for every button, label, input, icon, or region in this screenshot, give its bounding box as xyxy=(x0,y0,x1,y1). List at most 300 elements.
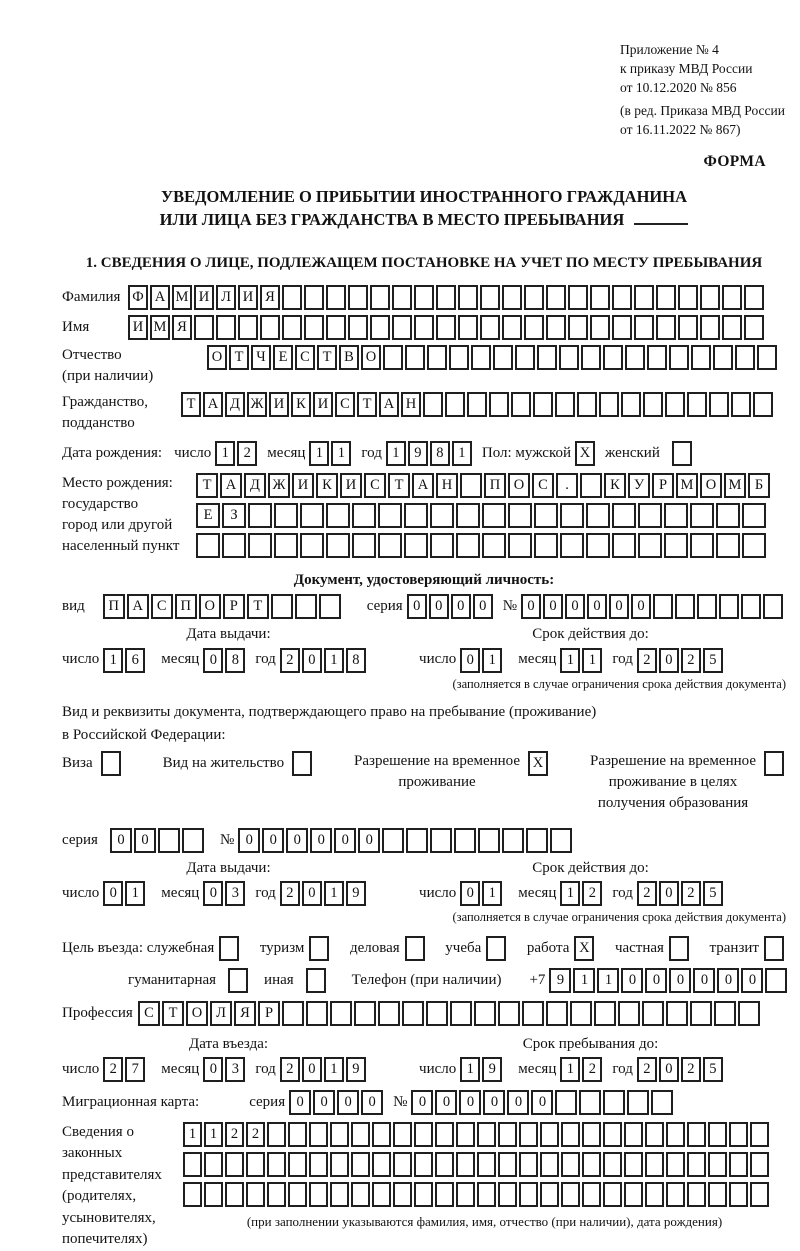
char-box[interactable]: Б xyxy=(748,473,770,498)
char-box[interactable]: 0 xyxy=(521,594,541,619)
char-box[interactable] xyxy=(372,1152,391,1177)
char-box[interactable] xyxy=(603,345,623,370)
char-box[interactable]: 0 xyxy=(473,594,493,619)
char-box[interactable] xyxy=(582,1122,601,1147)
char-box[interactable]: 2 xyxy=(582,1057,602,1082)
char-box[interactable]: Н xyxy=(401,392,421,417)
char-box[interactable]: 0 xyxy=(659,648,679,673)
char-box[interactable] xyxy=(246,1182,265,1207)
char-box[interactable]: 5 xyxy=(703,1057,723,1082)
char-box[interactable]: П xyxy=(175,594,197,619)
char-box[interactable]: Д xyxy=(244,473,266,498)
char-box[interactable] xyxy=(645,1122,664,1147)
char-box[interactable]: И xyxy=(269,392,289,417)
char-box[interactable] xyxy=(482,503,506,528)
char-box[interactable]: Л xyxy=(210,1001,232,1026)
char-box[interactable]: 2 xyxy=(280,1057,300,1082)
char-box[interactable]: 0 xyxy=(302,1057,322,1082)
char-box[interactable] xyxy=(690,533,714,558)
char-box[interactable] xyxy=(645,1182,664,1207)
char-box[interactable] xyxy=(522,1001,544,1026)
char-box[interactable]: 2 xyxy=(637,881,657,906)
char-box[interactable]: X xyxy=(528,751,548,776)
char-box[interactable] xyxy=(508,533,532,558)
char-box[interactable] xyxy=(288,1122,307,1147)
char-box[interactable]: 1 xyxy=(215,441,235,466)
char-box[interactable] xyxy=(404,533,428,558)
char-box[interactable] xyxy=(330,1182,349,1207)
char-box[interactable] xyxy=(435,1122,454,1147)
char-box[interactable]: 1 xyxy=(125,881,145,906)
char-box[interactable] xyxy=(590,315,610,340)
char-box[interactable] xyxy=(546,315,566,340)
char-box[interactable]: 0 xyxy=(310,828,332,853)
char-box[interactable]: И xyxy=(292,473,314,498)
char-box[interactable] xyxy=(460,473,482,498)
char-box[interactable] xyxy=(383,345,403,370)
char-box[interactable]: 0 xyxy=(631,594,651,619)
char-box[interactable]: 0 xyxy=(435,1090,457,1115)
char-box[interactable] xyxy=(480,285,500,310)
char-box[interactable] xyxy=(449,345,469,370)
char-box[interactable]: И xyxy=(128,315,148,340)
char-box[interactable] xyxy=(348,285,368,310)
char-box[interactable] xyxy=(577,392,597,417)
char-box[interactable]: М xyxy=(172,285,192,310)
char-box[interactable]: X xyxy=(574,936,594,961)
char-box[interactable]: 1 xyxy=(324,648,344,673)
char-box[interactable]: К xyxy=(604,473,626,498)
char-box[interactable] xyxy=(519,1182,538,1207)
char-box[interactable] xyxy=(351,1182,370,1207)
char-box[interactable] xyxy=(653,594,673,619)
char-box[interactable]: 1 xyxy=(103,648,123,673)
char-box[interactable] xyxy=(687,1182,706,1207)
char-box[interactable] xyxy=(404,503,428,528)
char-box[interactable] xyxy=(642,1001,664,1026)
char-box[interactable]: О xyxy=(700,473,722,498)
char-box[interactable] xyxy=(697,594,717,619)
char-box[interactable] xyxy=(666,1001,688,1026)
char-box[interactable] xyxy=(722,315,742,340)
char-box[interactable] xyxy=(474,1001,496,1026)
char-box[interactable] xyxy=(708,1152,727,1177)
char-box[interactable] xyxy=(458,315,478,340)
char-box[interactable] xyxy=(624,1152,643,1177)
char-box[interactable]: Т xyxy=(196,473,218,498)
char-box[interactable]: В xyxy=(339,345,359,370)
char-box[interactable]: С xyxy=(151,594,173,619)
char-box[interactable]: С xyxy=(295,345,315,370)
char-box[interactable] xyxy=(664,503,688,528)
char-box[interactable] xyxy=(382,828,404,853)
char-box[interactable] xyxy=(709,392,729,417)
char-box[interactable] xyxy=(750,1182,769,1207)
char-box[interactable] xyxy=(582,1182,601,1207)
char-box[interactable]: 0 xyxy=(302,881,322,906)
char-box[interactable] xyxy=(638,533,662,558)
char-box[interactable]: Л xyxy=(216,285,236,310)
char-box[interactable]: Т xyxy=(317,345,337,370)
char-box[interactable] xyxy=(581,345,601,370)
char-box[interactable] xyxy=(300,503,324,528)
char-box[interactable] xyxy=(498,1152,517,1177)
char-box[interactable]: 1 xyxy=(582,648,602,673)
char-box[interactable]: 1 xyxy=(482,881,502,906)
char-box[interactable] xyxy=(330,1001,352,1026)
char-box[interactable] xyxy=(295,594,317,619)
char-box[interactable]: 0 xyxy=(741,968,763,993)
char-box[interactable] xyxy=(216,315,236,340)
char-box[interactable] xyxy=(753,392,773,417)
char-box[interactable] xyxy=(477,1122,496,1147)
char-box[interactable] xyxy=(700,285,720,310)
char-box[interactable]: 0 xyxy=(262,828,284,853)
char-box[interactable] xyxy=(744,285,764,310)
char-box[interactable] xyxy=(599,392,619,417)
char-box[interactable] xyxy=(225,1152,244,1177)
char-box[interactable] xyxy=(700,315,720,340)
char-box[interactable] xyxy=(260,315,280,340)
char-box[interactable] xyxy=(555,392,575,417)
char-box[interactable] xyxy=(627,1090,649,1115)
char-box[interactable] xyxy=(414,285,434,310)
char-box[interactable] xyxy=(621,392,641,417)
char-box[interactable] xyxy=(348,315,368,340)
char-box[interactable]: 2 xyxy=(637,648,657,673)
char-box[interactable]: 0 xyxy=(337,1090,359,1115)
char-box[interactable]: Е xyxy=(273,345,293,370)
char-box[interactable]: 0 xyxy=(103,881,123,906)
char-box[interactable]: 2 xyxy=(225,1122,244,1147)
char-box[interactable] xyxy=(534,533,558,558)
char-box[interactable]: А xyxy=(379,392,399,417)
char-box[interactable] xyxy=(309,936,329,961)
char-box[interactable] xyxy=(502,828,524,853)
char-box[interactable] xyxy=(634,315,654,340)
char-box[interactable] xyxy=(612,503,636,528)
char-box[interactable] xyxy=(326,503,350,528)
char-box[interactable]: 0 xyxy=(543,594,563,619)
char-box[interactable]: О xyxy=(207,345,227,370)
char-box[interactable] xyxy=(750,1122,769,1147)
char-box[interactable] xyxy=(568,315,588,340)
char-box[interactable] xyxy=(435,1152,454,1177)
char-box[interactable] xyxy=(708,1122,727,1147)
char-box[interactable]: 1 xyxy=(597,968,619,993)
char-box[interactable] xyxy=(498,1122,517,1147)
char-box[interactable]: 6 xyxy=(125,648,145,673)
char-box[interactable] xyxy=(719,594,739,619)
char-box[interactable] xyxy=(393,1122,412,1147)
char-box[interactable] xyxy=(238,315,258,340)
char-box[interactable]: 3 xyxy=(225,881,245,906)
char-box[interactable] xyxy=(742,533,766,558)
char-box[interactable] xyxy=(624,1182,643,1207)
char-box[interactable] xyxy=(456,533,480,558)
char-box[interactable]: Т xyxy=(162,1001,184,1026)
char-box[interactable]: 0 xyxy=(483,1090,505,1115)
char-box[interactable]: 7 xyxy=(125,1057,145,1082)
char-box[interactable]: С xyxy=(532,473,554,498)
char-box[interactable] xyxy=(427,345,447,370)
char-box[interactable]: П xyxy=(103,594,125,619)
char-box[interactable] xyxy=(570,1001,592,1026)
char-box[interactable]: 1 xyxy=(460,1057,480,1082)
char-box[interactable]: О xyxy=(186,1001,208,1026)
char-box[interactable]: Р xyxy=(258,1001,280,1026)
char-box[interactable] xyxy=(714,1001,736,1026)
char-box[interactable]: О xyxy=(361,345,381,370)
char-box[interactable] xyxy=(498,1001,520,1026)
char-box[interactable]: 0 xyxy=(361,1090,383,1115)
char-box[interactable]: 1 xyxy=(573,968,595,993)
char-box[interactable]: 2 xyxy=(237,441,257,466)
char-box[interactable] xyxy=(586,503,610,528)
char-box[interactable]: И xyxy=(313,392,333,417)
char-box[interactable]: К xyxy=(291,392,311,417)
char-box[interactable] xyxy=(378,533,402,558)
char-box[interactable] xyxy=(292,751,312,776)
char-box[interactable]: 0 xyxy=(645,968,667,993)
char-box[interactable]: А xyxy=(412,473,434,498)
char-box[interactable] xyxy=(666,1122,685,1147)
char-box[interactable] xyxy=(405,345,425,370)
char-box[interactable] xyxy=(763,594,783,619)
char-box[interactable]: 2 xyxy=(681,1057,701,1082)
char-box[interactable] xyxy=(326,315,346,340)
char-box[interactable]: И xyxy=(238,285,258,310)
char-box[interactable] xyxy=(306,1001,328,1026)
char-box[interactable] xyxy=(690,503,714,528)
char-box[interactable]: 0 xyxy=(289,1090,311,1115)
char-box[interactable]: 1 xyxy=(482,648,502,673)
char-box[interactable]: 0 xyxy=(507,1090,529,1115)
char-box[interactable]: С xyxy=(335,392,355,417)
char-box[interactable] xyxy=(666,1182,685,1207)
char-box[interactable] xyxy=(478,828,500,853)
char-box[interactable] xyxy=(540,1152,559,1177)
char-box[interactable]: 1 xyxy=(183,1122,202,1147)
char-box[interactable] xyxy=(612,315,632,340)
char-box[interactable] xyxy=(687,392,707,417)
char-box[interactable]: Ф xyxy=(128,285,148,310)
char-box[interactable]: 9 xyxy=(408,441,428,466)
char-box[interactable] xyxy=(393,1182,412,1207)
char-box[interactable] xyxy=(300,533,324,558)
char-box[interactable] xyxy=(716,503,740,528)
char-box[interactable]: 2 xyxy=(681,648,701,673)
char-box[interactable]: Ж xyxy=(247,392,267,417)
char-box[interactable] xyxy=(196,533,220,558)
char-box[interactable] xyxy=(450,1001,472,1026)
char-box[interactable]: 1 xyxy=(324,881,344,906)
char-box[interactable] xyxy=(326,285,346,310)
char-box[interactable] xyxy=(309,1152,328,1177)
char-box[interactable] xyxy=(666,1152,685,1177)
char-box[interactable]: 5 xyxy=(703,881,723,906)
char-box[interactable] xyxy=(436,285,456,310)
char-box[interactable]: 2 xyxy=(582,881,602,906)
char-box[interactable]: 0 xyxy=(358,828,380,853)
char-box[interactable] xyxy=(716,533,740,558)
char-box[interactable] xyxy=(675,594,695,619)
char-box[interactable] xyxy=(430,503,454,528)
char-box[interactable] xyxy=(486,936,506,961)
char-box[interactable] xyxy=(624,1122,643,1147)
char-box[interactable] xyxy=(511,392,531,417)
char-box[interactable] xyxy=(729,1182,748,1207)
char-box[interactable] xyxy=(612,533,636,558)
char-box[interactable] xyxy=(502,285,522,310)
char-box[interactable] xyxy=(454,828,476,853)
char-box[interactable] xyxy=(722,285,742,310)
char-box[interactable] xyxy=(731,392,751,417)
char-box[interactable] xyxy=(579,1090,601,1115)
char-box[interactable] xyxy=(288,1152,307,1177)
char-box[interactable]: П xyxy=(484,473,506,498)
char-box[interactable]: 0 xyxy=(460,881,480,906)
char-box[interactable] xyxy=(392,285,412,310)
char-box[interactable] xyxy=(687,1122,706,1147)
char-box[interactable] xyxy=(550,828,572,853)
char-box[interactable]: 0 xyxy=(693,968,715,993)
char-box[interactable] xyxy=(370,285,390,310)
char-box[interactable]: 2 xyxy=(637,1057,657,1082)
char-box[interactable] xyxy=(744,315,764,340)
char-box[interactable]: Я xyxy=(172,315,192,340)
char-box[interactable]: Ж xyxy=(268,473,290,498)
char-box[interactable]: 1 xyxy=(331,441,351,466)
char-box[interactable]: Р xyxy=(223,594,245,619)
char-box[interactable] xyxy=(248,503,272,528)
char-box[interactable] xyxy=(708,1182,727,1207)
char-box[interactable]: 0 xyxy=(587,594,607,619)
char-box[interactable] xyxy=(643,392,663,417)
char-box[interactable] xyxy=(370,315,390,340)
char-box[interactable] xyxy=(691,345,711,370)
char-box[interactable] xyxy=(580,473,602,498)
char-box[interactable] xyxy=(456,503,480,528)
char-box[interactable] xyxy=(634,285,654,310)
char-box[interactable] xyxy=(456,1152,475,1177)
char-box[interactable] xyxy=(738,1001,760,1026)
char-box[interactable] xyxy=(477,1152,496,1177)
char-box[interactable] xyxy=(194,315,214,340)
char-box[interactable]: 0 xyxy=(429,594,449,619)
char-box[interactable] xyxy=(435,1182,454,1207)
char-box[interactable] xyxy=(741,594,761,619)
char-box[interactable] xyxy=(561,1152,580,1177)
char-box[interactable]: 1 xyxy=(386,441,406,466)
char-box[interactable] xyxy=(480,315,500,340)
char-box[interactable]: 0 xyxy=(565,594,585,619)
char-box[interactable] xyxy=(219,936,239,961)
char-box[interactable] xyxy=(526,828,548,853)
char-box[interactable]: 1 xyxy=(452,441,472,466)
char-box[interactable] xyxy=(304,315,324,340)
char-box[interactable] xyxy=(372,1122,391,1147)
char-box[interactable] xyxy=(306,968,326,993)
char-box[interactable]: Т xyxy=(229,345,249,370)
char-box[interactable] xyxy=(330,1152,349,1177)
char-box[interactable] xyxy=(764,936,784,961)
char-box[interactable] xyxy=(204,1182,223,1207)
char-box[interactable] xyxy=(603,1122,622,1147)
char-box[interactable] xyxy=(351,1152,370,1177)
char-box[interactable] xyxy=(436,315,456,340)
char-box[interactable]: И xyxy=(194,285,214,310)
char-box[interactable]: Н xyxy=(436,473,458,498)
char-box[interactable] xyxy=(586,533,610,558)
char-box[interactable] xyxy=(430,533,454,558)
char-box[interactable]: 0 xyxy=(460,648,480,673)
char-box[interactable] xyxy=(757,345,777,370)
char-box[interactable]: 1 xyxy=(560,881,580,906)
char-box[interactable] xyxy=(590,285,610,310)
char-box[interactable] xyxy=(534,503,558,528)
char-box[interactable] xyxy=(559,345,579,370)
char-box[interactable]: 3 xyxy=(225,1057,245,1082)
char-box[interactable] xyxy=(225,1182,244,1207)
char-box[interactable] xyxy=(309,1122,328,1147)
char-box[interactable] xyxy=(378,1001,400,1026)
char-box[interactable] xyxy=(405,936,425,961)
char-box[interactable] xyxy=(101,751,121,776)
char-box[interactable] xyxy=(540,1182,559,1207)
char-box[interactable]: 0 xyxy=(203,881,223,906)
char-box[interactable]: 0 xyxy=(459,1090,481,1115)
char-box[interactable] xyxy=(304,285,324,310)
char-box[interactable] xyxy=(555,1090,577,1115)
char-box[interactable] xyxy=(651,1090,673,1115)
char-box[interactable] xyxy=(729,1122,748,1147)
char-box[interactable]: 2 xyxy=(280,648,300,673)
char-box[interactable] xyxy=(423,392,443,417)
char-box[interactable]: О xyxy=(199,594,221,619)
char-box[interactable]: . xyxy=(556,473,578,498)
char-box[interactable] xyxy=(603,1182,622,1207)
char-box[interactable] xyxy=(594,1001,616,1026)
char-box[interactable] xyxy=(742,503,766,528)
char-box[interactable]: 0 xyxy=(407,594,427,619)
char-box[interactable] xyxy=(502,315,522,340)
char-box[interactable] xyxy=(638,503,662,528)
char-box[interactable] xyxy=(406,828,428,853)
char-box[interactable] xyxy=(678,285,698,310)
char-box[interactable] xyxy=(508,503,532,528)
char-box[interactable]: 2 xyxy=(280,881,300,906)
char-box[interactable] xyxy=(519,1152,538,1177)
char-box[interactable] xyxy=(687,1152,706,1177)
char-box[interactable]: 0 xyxy=(659,881,679,906)
char-box[interactable] xyxy=(354,1001,376,1026)
char-box[interactable]: Д xyxy=(225,392,245,417)
char-box[interactable] xyxy=(378,503,402,528)
char-box[interactable]: 0 xyxy=(531,1090,553,1115)
char-box[interactable]: 9 xyxy=(346,1057,366,1082)
char-box[interactable]: 1 xyxy=(204,1122,223,1147)
char-box[interactable]: М xyxy=(676,473,698,498)
char-box[interactable]: Т xyxy=(181,392,201,417)
char-box[interactable]: 0 xyxy=(669,968,691,993)
char-box[interactable] xyxy=(183,1182,202,1207)
char-box[interactable] xyxy=(228,968,248,993)
char-box[interactable]: 9 xyxy=(549,968,571,993)
char-box[interactable]: З xyxy=(222,503,246,528)
char-box[interactable] xyxy=(647,345,667,370)
char-box[interactable]: Р xyxy=(652,473,674,498)
